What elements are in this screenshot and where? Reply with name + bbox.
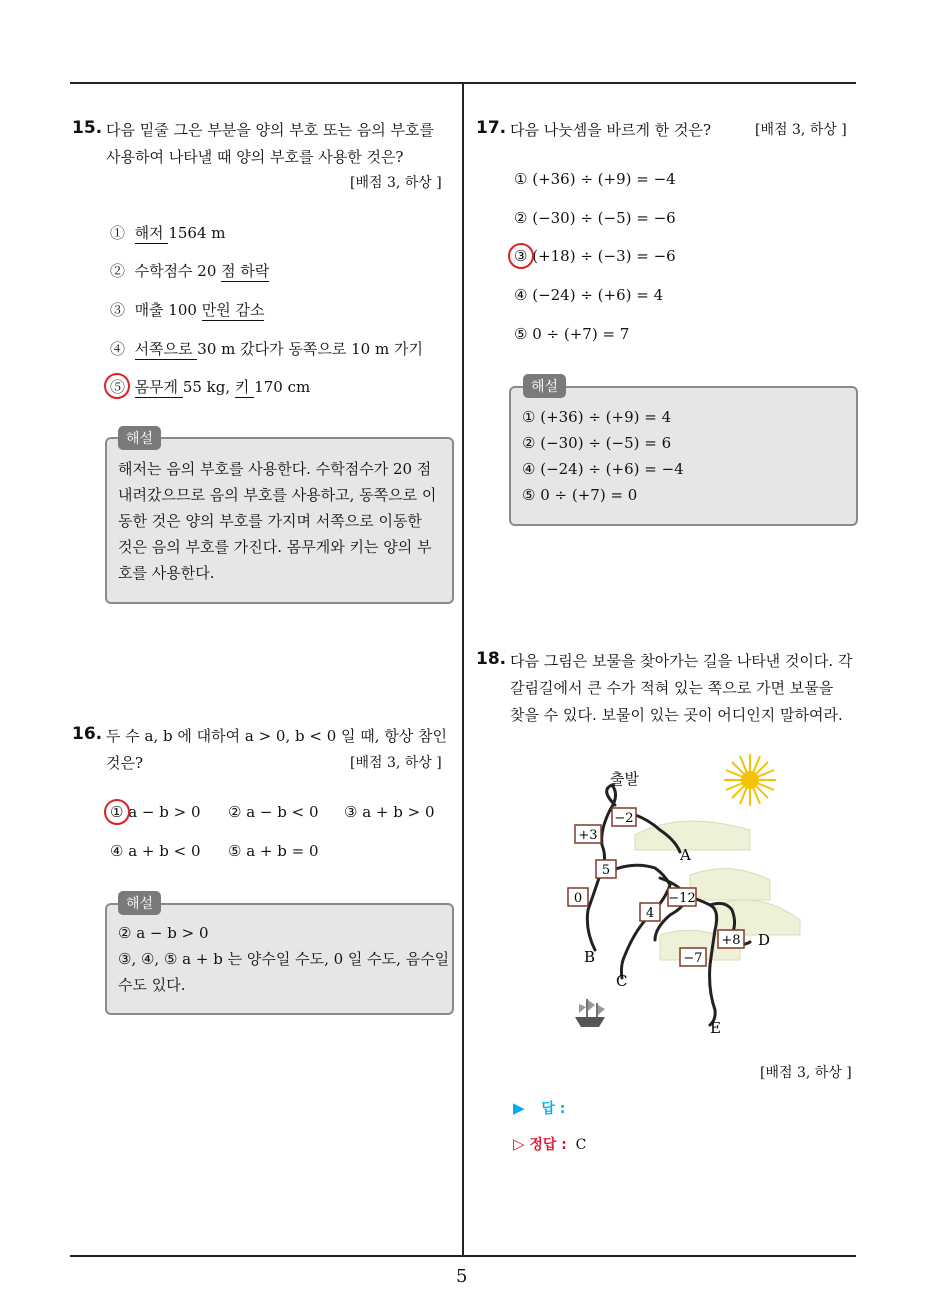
column-divider <box>462 84 464 1256</box>
choice-4[interactable]: ④ 서쪽으로 30 m 갔다가 동쪽으로 10 m 가기 <box>110 340 423 358</box>
number-label: 5 <box>601 863 611 878</box>
correct-answer-row <box>513 1134 586 1154</box>
bottom-rule <box>70 1255 856 1257</box>
choice-4[interactable]: ④ a + b < 0 <box>110 842 201 860</box>
choice-2[interactable]: ② (−30) ÷ (−5) = −6 <box>514 209 676 227</box>
number-label: 0 <box>573 891 583 906</box>
ship-icon <box>575 999 605 1027</box>
explanation-text: 해저는 음의 부호를 사용한다. 수학점수가 20 점 내려갔으므로 음의 부호를 사용하고, 동쪽으로 이 동한 것은 양의 부호를 가지며 서쪽으로 이동한 것은 음의 부호를 가진다. 몸무게와 키는 양의 부 호를 사용한다. <box>118 460 437 582</box>
score-label: [배점 3, 하상 ] <box>350 175 442 191</box>
choice-1[interactable]: ① (+36) ÷ (+9) = −4 <box>514 170 676 188</box>
number-label: −2 <box>614 811 634 826</box>
play-arrow-icon: ▶ <box>513 1099 525 1117</box>
start-label: 출발 <box>610 770 639 788</box>
question-number: 17. <box>476 118 507 138</box>
answer-circle-mark <box>104 799 130 825</box>
correct-value: C <box>575 1137 587 1153</box>
explanation-tag: 해설 <box>118 426 161 450</box>
question-text: 두 수 a, b 에 대하여 a > 0, b < 0 일 때, 항상 참인 <box>106 727 448 745</box>
point-label-b: B <box>584 948 596 966</box>
point-label-e: E <box>710 1019 721 1037</box>
explanation-text: ② a − b > 0 ③, ④, ⑤ a + b 는 양수일 수도, 0 일 수도, 음수일 수도 있다. <box>118 924 450 994</box>
correct-label: 정답 : <box>529 1137 567 1153</box>
question-number: 16. <box>72 724 103 744</box>
explanation-tag: 해설 <box>523 374 566 398</box>
answer-circle-mark <box>104 373 130 399</box>
choice-1[interactable]: ① 해저 1564 m <box>110 224 226 242</box>
choice-3[interactable]: ③ a + b > 0 <box>344 803 435 821</box>
point-label-c: C <box>616 972 628 990</box>
point-label-d: D <box>758 931 771 949</box>
answer-label: 답 : <box>541 1101 566 1117</box>
score-label: [배점 3, 하상 ] <box>755 122 847 138</box>
choice-5[interactable]: ⑤ a + b = 0 <box>228 842 319 860</box>
outline-arrow-icon: ▷ <box>513 1135 525 1153</box>
question-text: 찾을 수 있다. 보물이 있는 곳이 어디인지 말하여라. <box>510 706 843 724</box>
question-text: 것은? <box>106 754 144 772</box>
sun-icon <box>724 754 776 806</box>
choice-5[interactable]: ⑤ 몸무게 55 kg, 키 170 cm <box>110 378 311 396</box>
question-text: 갈림길에서 큰 수가 적혀 있는 쪽으로 가면 보물을 <box>510 679 834 697</box>
question-text: 다음 그림은 보물을 찾아가는 길을 나타낸 것이다. 각 <box>510 652 853 670</box>
number-label: −7 <box>683 951 703 966</box>
question-number: 15. <box>72 118 103 138</box>
question-text: 사용하여 나타낼 때 양의 부호를 사용한 것은? <box>106 148 404 166</box>
treasure-map <box>540 750 840 1050</box>
point-label-a: A <box>680 846 691 864</box>
explanation-text: ① (+36) ÷ (+9) = 4 ② (−30) ÷ (−5) = 6 ④ (−24) ÷ (+6) = −4 ⑤ 0 ÷ (+7) = 0 <box>522 408 684 504</box>
answer-row <box>513 1098 565 1118</box>
question-number: 18. <box>476 649 507 669</box>
question-text: 다음 밑줄 그은 부분을 양의 부호 또는 음의 부호를 <box>106 121 434 139</box>
score-label: [배점 3, 하상 ] <box>350 755 442 771</box>
question-text: 다음 나눗셈을 바르게 한 것은? <box>510 121 711 139</box>
number-label: +8 <box>721 933 741 948</box>
choice-2[interactable]: ② a − b < 0 <box>228 803 319 821</box>
page-number: 5 <box>456 1266 468 1287</box>
choice-1[interactable]: ① a − b > 0 <box>110 803 201 821</box>
choice-2[interactable]: ② 수학점수 20 점 하락 <box>110 262 270 280</box>
choice-3[interactable]: ③ 매출 100 만원 감소 <box>110 301 265 319</box>
score-label: [배점 3, 하상 ] <box>760 1065 852 1081</box>
answer-circle-mark <box>508 243 534 269</box>
choice-4[interactable]: ④ (−24) ÷ (+6) = 4 <box>514 286 664 304</box>
choice-5[interactable]: ⑤ 0 ÷ (+7) = 7 <box>514 325 630 343</box>
number-label: −12 <box>668 891 696 906</box>
number-label: 4 <box>645 906 655 921</box>
number-label: +3 <box>578 828 598 843</box>
explanation-tag: 해설 <box>118 891 161 915</box>
choice-3[interactable]: ③ (+18) ÷ (−3) = −6 <box>514 247 676 265</box>
